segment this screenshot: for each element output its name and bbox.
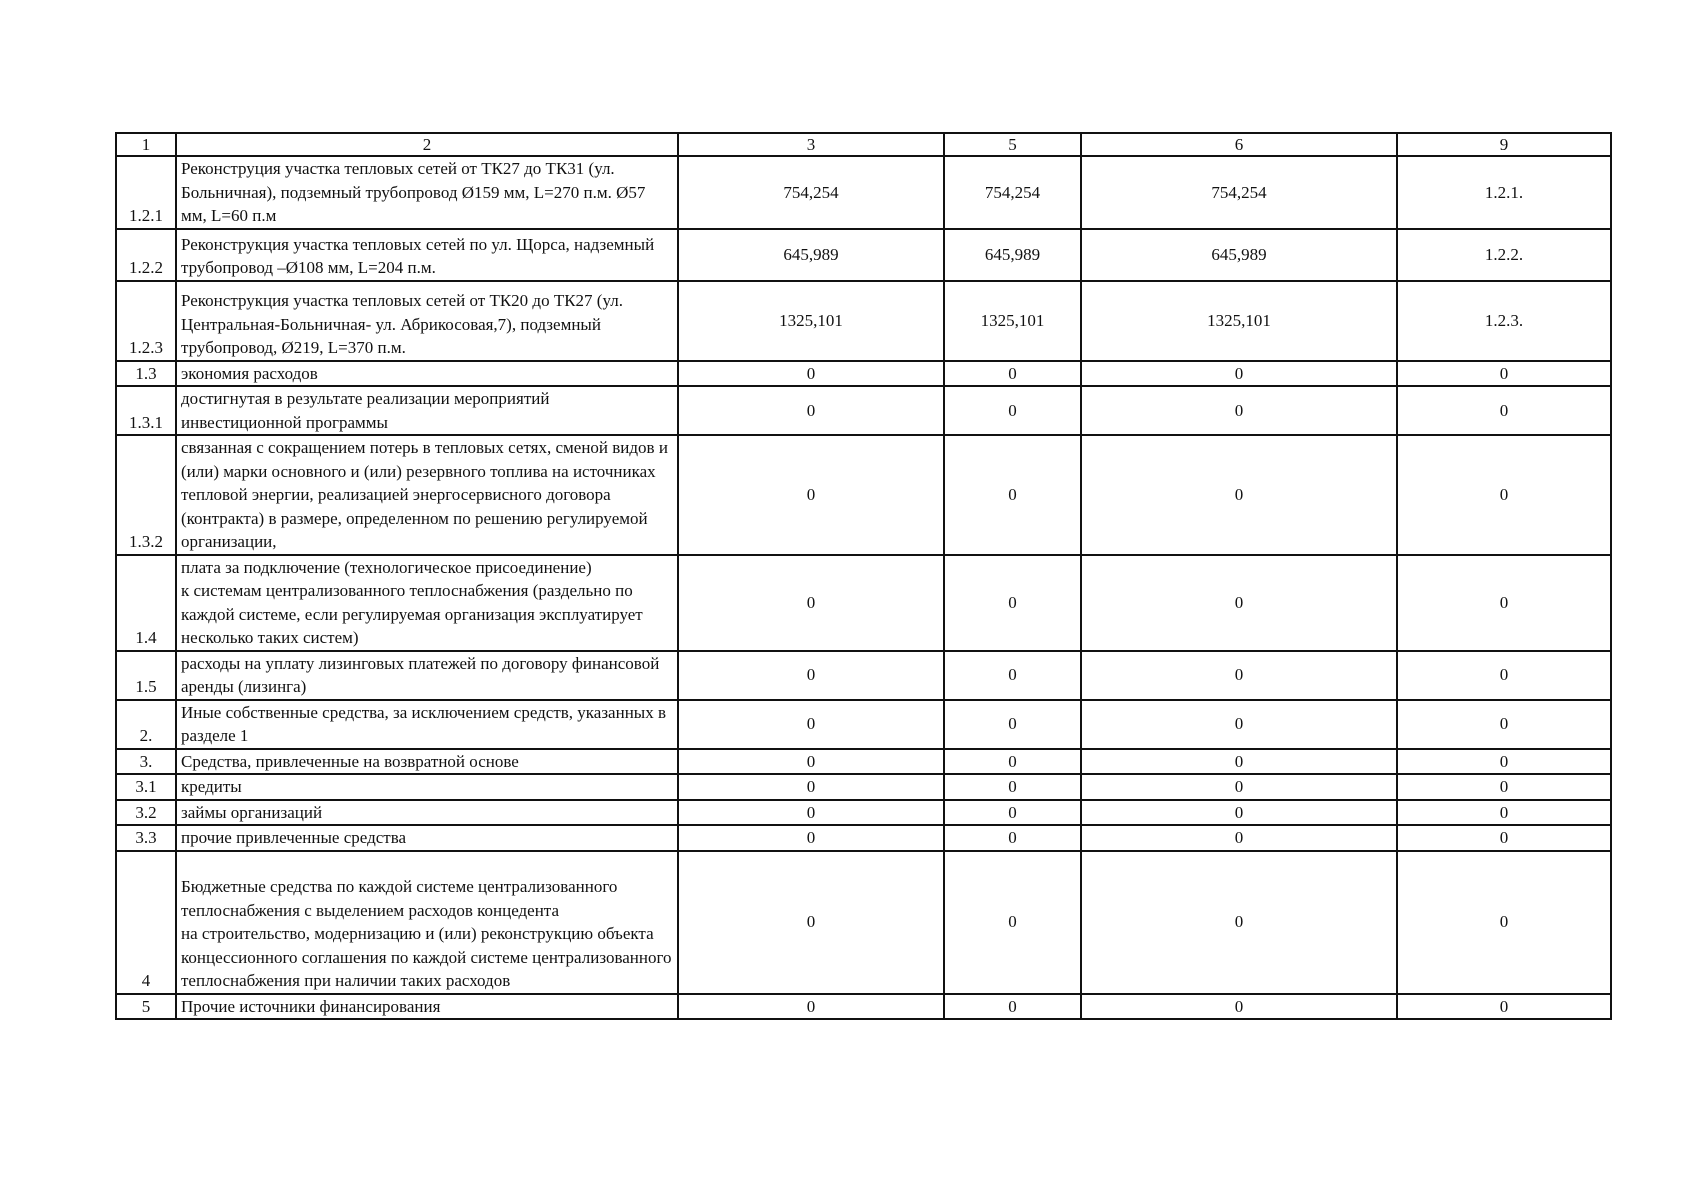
value-col-9: 0 (1397, 386, 1611, 435)
value-col-9: 1.2.3. (1397, 281, 1611, 361)
value-col-6: 0 (1081, 361, 1397, 387)
value-col-9: 0 (1397, 555, 1611, 651)
value-col-5: 754,254 (944, 156, 1081, 229)
row-description: плата за подключение (технологическое присоединение) к системам централизованного теплоснабжения (раздельно по каждой системе, если регулируемая организация эксплуатирует несколько таких систем) (176, 555, 678, 651)
value-col-5: 0 (944, 774, 1081, 800)
value-col-6: 0 (1081, 994, 1397, 1020)
row-number: 1.3 (116, 361, 176, 387)
table-row (116, 386, 1611, 435)
row-description: Реконструция участка тепловых сетей от ТК27 до ТК31 (ул. Больничная), подземный трубопровод Ø159 мм, L=270 п.м. Ø57 мм, L=60 п.м (176, 156, 678, 229)
table-header-row (116, 133, 1611, 156)
value-col-6: 0 (1081, 651, 1397, 700)
row-description: кредиты (176, 774, 678, 800)
row-number: 3.1 (116, 774, 176, 800)
value-col-5: 0 (944, 851, 1081, 994)
value-col-3: 0 (678, 749, 944, 775)
row-description: Иные собственные средства, за исключением средств, указанных в разделе 1 (176, 700, 678, 749)
value-col-5: 0 (944, 749, 1081, 775)
row-description: расходы на уплату лизинговых платежей по договору финансовой аренды (лизинга) (176, 651, 678, 700)
value-col-9: 0 (1397, 651, 1611, 700)
table-row (116, 851, 1611, 994)
value-col-5: 0 (944, 800, 1081, 826)
value-col-3: 0 (678, 361, 944, 387)
row-description: Прочие источники финансирования (176, 994, 678, 1020)
table-row (116, 651, 1611, 700)
table-row (116, 774, 1611, 800)
row-description: прочие привлеченные средства (176, 825, 678, 851)
value-col-5: 1325,101 (944, 281, 1081, 361)
value-col-5: 0 (944, 555, 1081, 651)
row-number: 2. (116, 700, 176, 749)
value-col-5: 0 (944, 994, 1081, 1020)
row-description: Средства, привлеченные на возвратной основе (176, 749, 678, 775)
value-col-3: 0 (678, 555, 944, 651)
value-col-9: 0 (1397, 435, 1611, 555)
row-description: Реконструкция участка тепловых сетей от ТК20 до ТК27 (ул. Центральная-Больничная- ул. Абрикосовая,7), подземный трубопровод, Ø219, L=370 п.м. (176, 281, 678, 361)
header-col-1: 1 (116, 133, 176, 156)
value-col-6: 754,254 (1081, 156, 1397, 229)
value-col-6: 0 (1081, 700, 1397, 749)
value-col-5: 645,989 (944, 229, 1081, 281)
value-col-5: 0 (944, 361, 1081, 387)
header-col-3: 3 (678, 133, 944, 156)
value-col-6: 0 (1081, 825, 1397, 851)
table-row (116, 555, 1611, 651)
row-description: Бюджетные средства по каждой системе централизованного теплоснабжения с выделением расходов концедента на строительство, модернизацию и (или) реконструкцию объекта концессионного соглашения по каждой системе централизованного теплоснабжения при наличии таких расходов (176, 851, 678, 994)
value-col-6: 0 (1081, 435, 1397, 555)
row-number: 5 (116, 994, 176, 1020)
table-row (116, 994, 1611, 1020)
value-col-5: 0 (944, 700, 1081, 749)
value-col-9: 0 (1397, 800, 1611, 826)
value-col-6: 0 (1081, 851, 1397, 994)
value-col-9: 0 (1397, 851, 1611, 994)
value-col-9: 0 (1397, 774, 1611, 800)
value-col-3: 0 (678, 651, 944, 700)
row-number: 1.5 (116, 651, 176, 700)
row-description: связанная с сокращением потерь в тепловых сетях, сменой видов и (или) марки основного и (или) резервного топлива на источниках тепловой энергии, реализацией энергосервисного договора (контракта) в размере, определенном по решению регулируемой организации, (176, 435, 678, 555)
value-col-6: 1325,101 (1081, 281, 1397, 361)
value-col-3: 0 (678, 994, 944, 1020)
financing-table (115, 132, 1612, 1020)
header-col-5: 5 (944, 133, 1081, 156)
value-col-5: 0 (944, 435, 1081, 555)
row-number: 3.3 (116, 825, 176, 851)
table-row (116, 281, 1611, 361)
row-description: достигнутая в результате реализации мероприятий инвестиционной программы (176, 386, 678, 435)
row-number: 4 (116, 851, 176, 994)
row-number: 1.4 (116, 555, 176, 651)
table-row (116, 229, 1611, 281)
row-description: Реконструкция участка тепловых сетей по ул. Щорса, надземный трубопровод –Ø108 мм, L=204 п.м. (176, 229, 678, 281)
value-col-6: 0 (1081, 386, 1397, 435)
row-description: экономия расходов (176, 361, 678, 387)
row-number: 1.2.1 (116, 156, 176, 229)
value-col-9: 0 (1397, 994, 1611, 1020)
value-col-9: 0 (1397, 700, 1611, 749)
value-col-3: 0 (678, 435, 944, 555)
value-col-3: 0 (678, 851, 944, 994)
value-col-6: 0 (1081, 800, 1397, 826)
document-sheet (115, 132, 1610, 1020)
header-col-6: 6 (1081, 133, 1397, 156)
value-col-3: 0 (678, 825, 944, 851)
table-row (116, 156, 1611, 229)
row-number: 1.2.3 (116, 281, 176, 361)
row-number: 1.3.1 (116, 386, 176, 435)
value-col-3: 0 (678, 800, 944, 826)
value-col-9: 0 (1397, 361, 1611, 387)
value-col-9: 1.2.1. (1397, 156, 1611, 229)
row-description: займы организаций (176, 800, 678, 826)
value-col-3: 0 (678, 774, 944, 800)
table-row (116, 361, 1611, 387)
value-col-9: 0 (1397, 749, 1611, 775)
value-col-6: 0 (1081, 749, 1397, 775)
value-col-3: 645,989 (678, 229, 944, 281)
value-col-9: 0 (1397, 825, 1611, 851)
value-col-3: 0 (678, 700, 944, 749)
table-row (116, 825, 1611, 851)
table-row (116, 800, 1611, 826)
row-number: 1.3.2 (116, 435, 176, 555)
row-number: 3.2 (116, 800, 176, 826)
value-col-3: 1325,101 (678, 281, 944, 361)
value-col-5: 0 (944, 386, 1081, 435)
table-row (116, 749, 1611, 775)
table-row (116, 435, 1611, 555)
value-col-9: 1.2.2. (1397, 229, 1611, 281)
value-col-3: 0 (678, 386, 944, 435)
value-col-6: 0 (1081, 774, 1397, 800)
header-col-9: 9 (1397, 133, 1611, 156)
row-number: 1.2.2 (116, 229, 176, 281)
table-row (116, 700, 1611, 749)
row-number: 3. (116, 749, 176, 775)
value-col-5: 0 (944, 825, 1081, 851)
header-col-2: 2 (176, 133, 678, 156)
value-col-3: 754,254 (678, 156, 944, 229)
value-col-5: 0 (944, 651, 1081, 700)
value-col-6: 0 (1081, 555, 1397, 651)
value-col-6: 645,989 (1081, 229, 1397, 281)
